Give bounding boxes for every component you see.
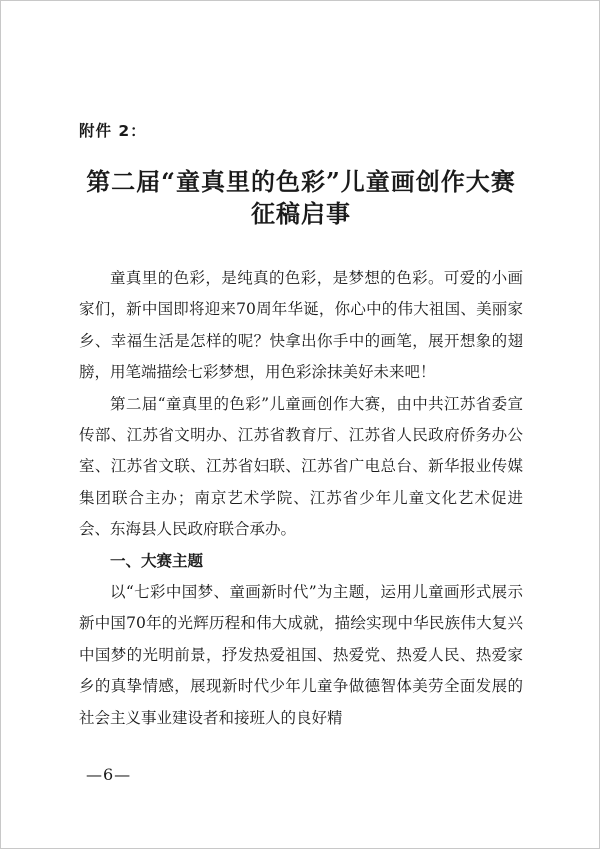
title-line-1: 第二届“童真里的色彩”儿童画创作大赛 [86, 167, 516, 196]
paragraph-theme: 以“七彩中国梦、童画新时代”为主题，运用儿童画形式展示新中国70年的光辉历程和伟大成就，描绘实现中华民族伟大复兴中国梦的光明前景，抒发热爱祖国、热爱党、热爱人民、热爱家乡的真挚情感，展现新时代少年儿童争做德智体美劳全面发展的社会主义事业建设者和接班人的良好精 [79, 583, 523, 727]
page-number: —6— [86, 765, 132, 784]
paragraph-organizers: 第二届“童真里的色彩”儿童画创作大赛，由中共江苏省委宣传部、江苏省文明办、江苏省教育厅、江苏省人民政府侨务办公室、江苏省文联、江苏省妇联、江苏省广电总台、新华报业传媒集团联合主办；南京艺术学院、江苏省少年儿童文化艺术促进会、东海县人民政府联合承办。 [79, 394, 523, 539]
section-heading-theme: 一、大赛主题 [110, 551, 204, 570]
title-line-2: 征稿启事 [251, 199, 351, 228]
paragraph-intro: 童真里的色彩，是纯真的色彩，是梦想的色彩。可爱的小画家们，新中国即将迎来70周年华诞，你心中的伟大祖国、美丽家乡、幸福生活是怎样的呢？快拿出你手中的画笔，展开想象的翅膀，用笔端描绘七彩梦想，用色彩涂抹美好未来吧！ [79, 269, 523, 382]
body-text [79, 263, 523, 734]
attachment-label: 附件 2： [79, 122, 147, 140]
